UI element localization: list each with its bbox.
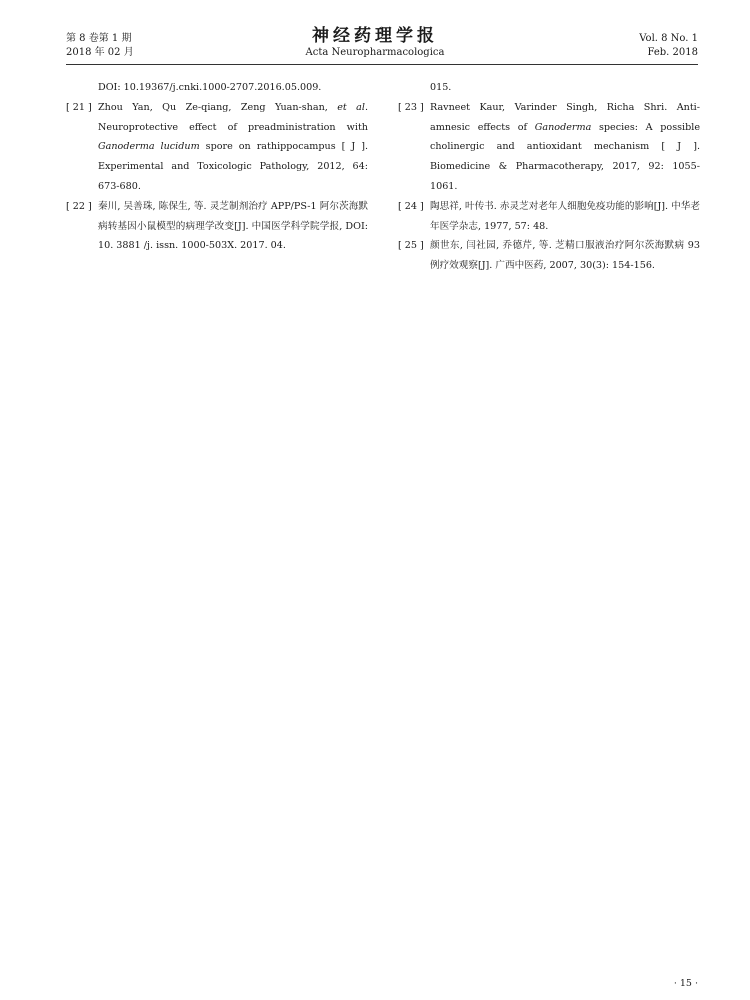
reference-text: spore on rathippocampus [ J ]. Experimental and Toxicologic Pathology, 2012, 64: 673-680.	[98, 141, 369, 192]
reference-text: 颜世东, 闫社园, 乔德芹, 等. 芝精口服液治疗阿尔茨海默病 93 例疗效观察[J]. 广西中医药, 2007, 30(3): 154-156.	[430, 240, 700, 272]
reference-number: [ 21 ]	[66, 101, 92, 113]
reference-text-italic: et al	[337, 101, 365, 113]
reference-text: . Neuroprotective effect of preadministration with	[98, 101, 369, 133]
reference-text: Ravneet Kaur, Varinder Singh, Richa Shri. Anti-amnesic effects of	[430, 101, 700, 133]
reference-21	[66, 98, 368, 197]
date-cn: 2018 年 02 月	[66, 47, 134, 58]
header-rule	[66, 64, 698, 65]
page-number: · 15 ·	[673, 978, 698, 989]
date-en: Feb. 2018	[647, 47, 698, 58]
journal-title	[0, 26, 750, 60]
reference-text: 陶思祥, 叶传书. 赤灵芝对老年人细胞免疫功能的影响[J]. 中华老年医学杂志, 1977, 57: 48.	[430, 200, 700, 232]
reference-25	[398, 236, 700, 276]
volume-issue-en: Vol. 8 No. 1	[639, 33, 698, 44]
volume-issue-cn: 第 8 卷第 1 期	[66, 33, 132, 44]
right-column	[398, 78, 700, 276]
reference-number: [ 22 ]	[66, 200, 92, 212]
issue-info-en	[639, 32, 698, 60]
reference-text: species: A possible cholinergic and antioxidant mechanism [ J ]. Biomedicine & Pharmacotherapy, 2017, 92: 1055-1061.	[430, 121, 700, 192]
page-header	[0, 0, 750, 70]
reference-text: 秦川, 吴善珠, 陈保生, 等. 灵芝制剂治疗 APP/PS-1 阿尔茨海默病转基因小鼠模型的病理学改变[J]. 中国医学科学院学报, DOI: 10. 3881 /j. issn. 1000-503X. 2017. 04.	[98, 200, 368, 252]
reference-24	[398, 197, 700, 237]
journal-title-en: Acta Neuropharmacologica	[305, 47, 445, 58]
reference-number: [ 25 ]	[398, 240, 424, 252]
reference-text-italic: Ganoderma	[534, 121, 592, 133]
reference-22	[66, 197, 368, 256]
reference-continuation: DOI: 10.19367/j.cnki.1000-2707.2016.05.009.	[98, 82, 322, 93]
reference-continuation: 015.	[430, 82, 452, 93]
journal-title-cn: 神经药理学报	[312, 26, 438, 46]
reference-number: [ 24 ]	[398, 200, 424, 212]
reference-text: Zhou Yan, Qu Ze-qiang, Zeng Yuan-shan,	[98, 101, 338, 113]
left-column	[66, 78, 368, 256]
reference-text-italic: Ganoderma lucidum	[98, 141, 200, 153]
reference-number: [ 23 ]	[398, 101, 424, 113]
reference-23	[398, 98, 700, 197]
